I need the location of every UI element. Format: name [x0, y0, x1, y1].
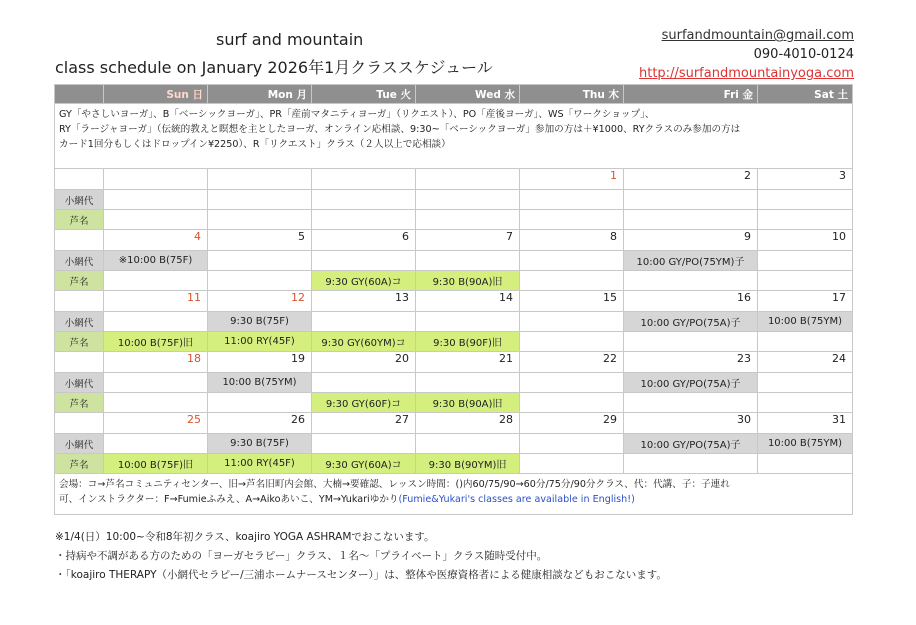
empty-slot: [416, 190, 520, 210]
week-number-row: [55, 169, 853, 190]
empty-slot: [758, 454, 853, 474]
class-slot: 9:30 B(75F): [208, 312, 312, 332]
day-number: 2: [624, 169, 758, 190]
page-title: class schedule on January 2026年1月クラススケジュール: [55, 58, 493, 77]
day-number: 12: [208, 291, 312, 312]
koajiro-row: [55, 434, 853, 454]
class-slot: 11:00 RY(45F): [208, 454, 312, 474]
contact-block: [639, 26, 854, 83]
note-line: ・「koajiro THERAPY（小網代セラピー/三浦ホームナースセンター）」は、整体や医療資格者による健康相談などもおこないます。: [55, 569, 667, 581]
ashina-label: 芦名: [55, 454, 104, 474]
day-number: 4: [104, 230, 208, 251]
empty-slot: [758, 190, 853, 210]
empty-slot: [520, 332, 624, 352]
week-number-row: [55, 352, 853, 373]
empty-slot: [312, 434, 416, 454]
day-number: 15: [520, 291, 624, 312]
empty-slot: [312, 210, 416, 230]
day-number: 22: [520, 352, 624, 373]
empty-slot: [758, 373, 853, 393]
legend-line: RY「ラージャヨーガ」（伝統的教えと瞑想を主としたヨーガ、オンライン応相談、9:30~「ベーシックヨーガ」参加の方は＋¥1000、RYクラスのみ参加の方は: [59, 124, 741, 135]
class-slot: 10:00 B(75YM): [208, 373, 312, 393]
day-number: [104, 169, 208, 190]
empty-slot: [520, 312, 624, 332]
venue-notes: [55, 474, 853, 515]
class-slot: 10:00 B(75F)旧: [104, 332, 208, 352]
day-number: 17: [758, 291, 853, 312]
empty-slot: [520, 271, 624, 291]
row-spacer: [55, 230, 104, 251]
empty-slot: [416, 251, 520, 271]
empty-slot: [312, 190, 416, 210]
class-slot: 10:00 GY/PO(75YM)子: [624, 251, 758, 271]
koajiro-label: 小網代: [55, 373, 104, 393]
ashina-label: 芦名: [55, 210, 104, 230]
class-slot: 10:00 GY/PO(75A)子: [624, 373, 758, 393]
schedule-table: [54, 84, 853, 515]
english-note: (Fumie&Yukari's classes are available in English!): [398, 494, 635, 505]
day-header-sun: Sun 日: [104, 85, 208, 104]
day-number: 6: [312, 230, 416, 251]
empty-slot: [312, 251, 416, 271]
row-spacer: [55, 413, 104, 434]
empty-slot: [624, 393, 758, 413]
row-spacer: [55, 291, 104, 312]
day-number: 27: [312, 413, 416, 434]
week-number-row: [55, 291, 853, 312]
day-number: 28: [416, 413, 520, 434]
empty-slot: [624, 332, 758, 352]
notes-block: [55, 528, 667, 585]
class-slot: 9:30 B(90YM)旧: [416, 454, 520, 474]
day-number: 1: [520, 169, 624, 190]
day-number: 11: [104, 291, 208, 312]
day-header-thu: Thu 木: [520, 85, 624, 104]
class-slot: 9:30 GY(60A)コ: [312, 454, 416, 474]
empty-slot: [208, 271, 312, 291]
empty-slot: [624, 454, 758, 474]
class-slot: 9:30 B(90A)旧: [416, 271, 520, 291]
day-number: 18: [104, 352, 208, 373]
day-number: 25: [104, 413, 208, 434]
empty-slot: [208, 393, 312, 413]
day-number: 9: [624, 230, 758, 251]
empty-slot: [104, 271, 208, 291]
brand-name: surf and mountain: [216, 30, 364, 49]
note-line: ※1/4(日）10:00~令和8年初クラス、koajiro YOGA ASHRAMでおこないます。: [55, 531, 435, 543]
row-spacer: [55, 169, 104, 190]
day-number: 24: [758, 352, 853, 373]
koajiro-row: [55, 190, 853, 210]
koajiro-label: 小網代: [55, 190, 104, 210]
class-slot: 9:30 B(75F): [208, 434, 312, 454]
empty-slot: [758, 210, 853, 230]
empty-slot: [520, 251, 624, 271]
class-slot: 10:00 B(75F)旧: [104, 454, 208, 474]
empty-slot: [758, 251, 853, 271]
week-number-row: [55, 413, 853, 434]
empty-slot: [624, 190, 758, 210]
ashina-row: [55, 454, 853, 474]
empty-slot: [208, 210, 312, 230]
week-number-row: [55, 230, 853, 251]
class-slot: 10:00 GY/PO(75A)子: [624, 312, 758, 332]
empty-slot: [208, 190, 312, 210]
day-header-fri: Fri 金: [624, 85, 758, 104]
empty-slot: [520, 190, 624, 210]
class-slot: 11:00 RY(45F): [208, 332, 312, 352]
ashina-label: 芦名: [55, 332, 104, 352]
empty-slot: [520, 454, 624, 474]
class-legend: [55, 104, 853, 169]
ashina-row: [55, 332, 853, 352]
empty-slot: [520, 434, 624, 454]
corner-cell: [55, 85, 104, 104]
empty-slot: [416, 434, 520, 454]
day-number: 16: [624, 291, 758, 312]
class-slot: 10:00 GY/PO(75A)子: [624, 434, 758, 454]
koajiro-row: [55, 373, 853, 393]
day-number: [208, 169, 312, 190]
empty-slot: [416, 373, 520, 393]
class-slot: 9:30 B(90A)旧: [416, 393, 520, 413]
note-line: ・持病や不調がある方のための「ヨーガセラピー」クラス、１名～「プライベート」クラス随時受付中。: [55, 550, 548, 562]
row-spacer: [55, 352, 104, 373]
day-number: 14: [416, 291, 520, 312]
empty-slot: [520, 393, 624, 413]
day-number: 10: [758, 230, 853, 251]
email-link[interactable]: surfandmountain@gmail.com: [661, 28, 854, 43]
ashina-label: 芦名: [55, 393, 104, 413]
day-number: 26: [208, 413, 312, 434]
day-header-row: [55, 85, 853, 104]
class-slot: 9:30 GY(60A)コ: [312, 271, 416, 291]
class-slot: 9:30 GY(60F)コ: [312, 393, 416, 413]
phone-number: 090-4010-0124: [753, 47, 854, 62]
empty-slot: [624, 210, 758, 230]
class-slot: 10:00 B(75YM): [758, 434, 853, 454]
koajiro-row: [55, 251, 853, 271]
day-number: 20: [312, 352, 416, 373]
day-header-mon: Mon 月: [208, 85, 312, 104]
class-slot: 9:30 GY(60YM)コ: [312, 332, 416, 352]
day-number: 7: [416, 230, 520, 251]
day-number: 21: [416, 352, 520, 373]
ashina-label: 芦名: [55, 271, 104, 291]
day-number: 8: [520, 230, 624, 251]
day-header-tue: Tue 火: [312, 85, 416, 104]
day-number: 19: [208, 352, 312, 373]
class-slot: 10:00 B(75YM): [758, 312, 853, 332]
day-number: [416, 169, 520, 190]
empty-slot: [104, 434, 208, 454]
empty-slot: [624, 271, 758, 291]
day-number: 29: [520, 413, 624, 434]
empty-slot: [208, 251, 312, 271]
day-header-wed: Wed 水: [416, 85, 520, 104]
venue-line: 可、インストラクター：F→Fumieふみえ、A→Aikoあいこ、YM→Yukariゆかり: [59, 494, 399, 505]
day-number: 3: [758, 169, 853, 190]
empty-slot: [520, 373, 624, 393]
day-number: 31: [758, 413, 853, 434]
empty-slot: [312, 373, 416, 393]
empty-slot: [758, 332, 853, 352]
empty-slot: [416, 210, 520, 230]
koajiro-label: 小網代: [55, 251, 104, 271]
ashina-row: [55, 210, 853, 230]
venue-line: 会場：コ→芦名コミュニティセンター、旧→芦名旧町内会館、大楠→要確認、レッスン時間：()内60/75/90→60分/75分/90分クラス、代：代講、子：子連れ: [59, 479, 730, 490]
ashina-row: [55, 271, 853, 291]
legend-line: GY「やさしいヨーガ」、B「ベーシックヨーガ」、PR「産前マタニティヨーガ」（リクエスト）、PO「産後ヨーガ」、WS「ワークショップ」、: [59, 109, 655, 120]
legend-line: カード1回分もしくはドロップイン¥2250）、R「リクエスト」クラス（２人以上で応相談）: [59, 139, 451, 150]
koajiro-label: 小網代: [55, 434, 104, 454]
day-number: 30: [624, 413, 758, 434]
empty-slot: [104, 190, 208, 210]
empty-slot: [416, 312, 520, 332]
class-slot: ※10:00 B(75F): [104, 251, 208, 271]
website-link[interactable]: http://surfandmountainyoga.com: [639, 66, 854, 81]
day-number: [312, 169, 416, 190]
day-number: 23: [624, 352, 758, 373]
empty-slot: [104, 312, 208, 332]
empty-slot: [520, 210, 624, 230]
day-number: 5: [208, 230, 312, 251]
empty-slot: [104, 373, 208, 393]
empty-slot: [758, 393, 853, 413]
empty-slot: [312, 312, 416, 332]
day-header-sat: Sat 土: [758, 85, 853, 104]
empty-slot: [104, 393, 208, 413]
ashina-row: [55, 393, 853, 413]
koajiro-row: [55, 312, 853, 332]
class-slot: 9:30 B(90F)旧: [416, 332, 520, 352]
empty-slot: [104, 210, 208, 230]
koajiro-label: 小網代: [55, 312, 104, 332]
empty-slot: [758, 271, 853, 291]
day-number: 13: [312, 291, 416, 312]
